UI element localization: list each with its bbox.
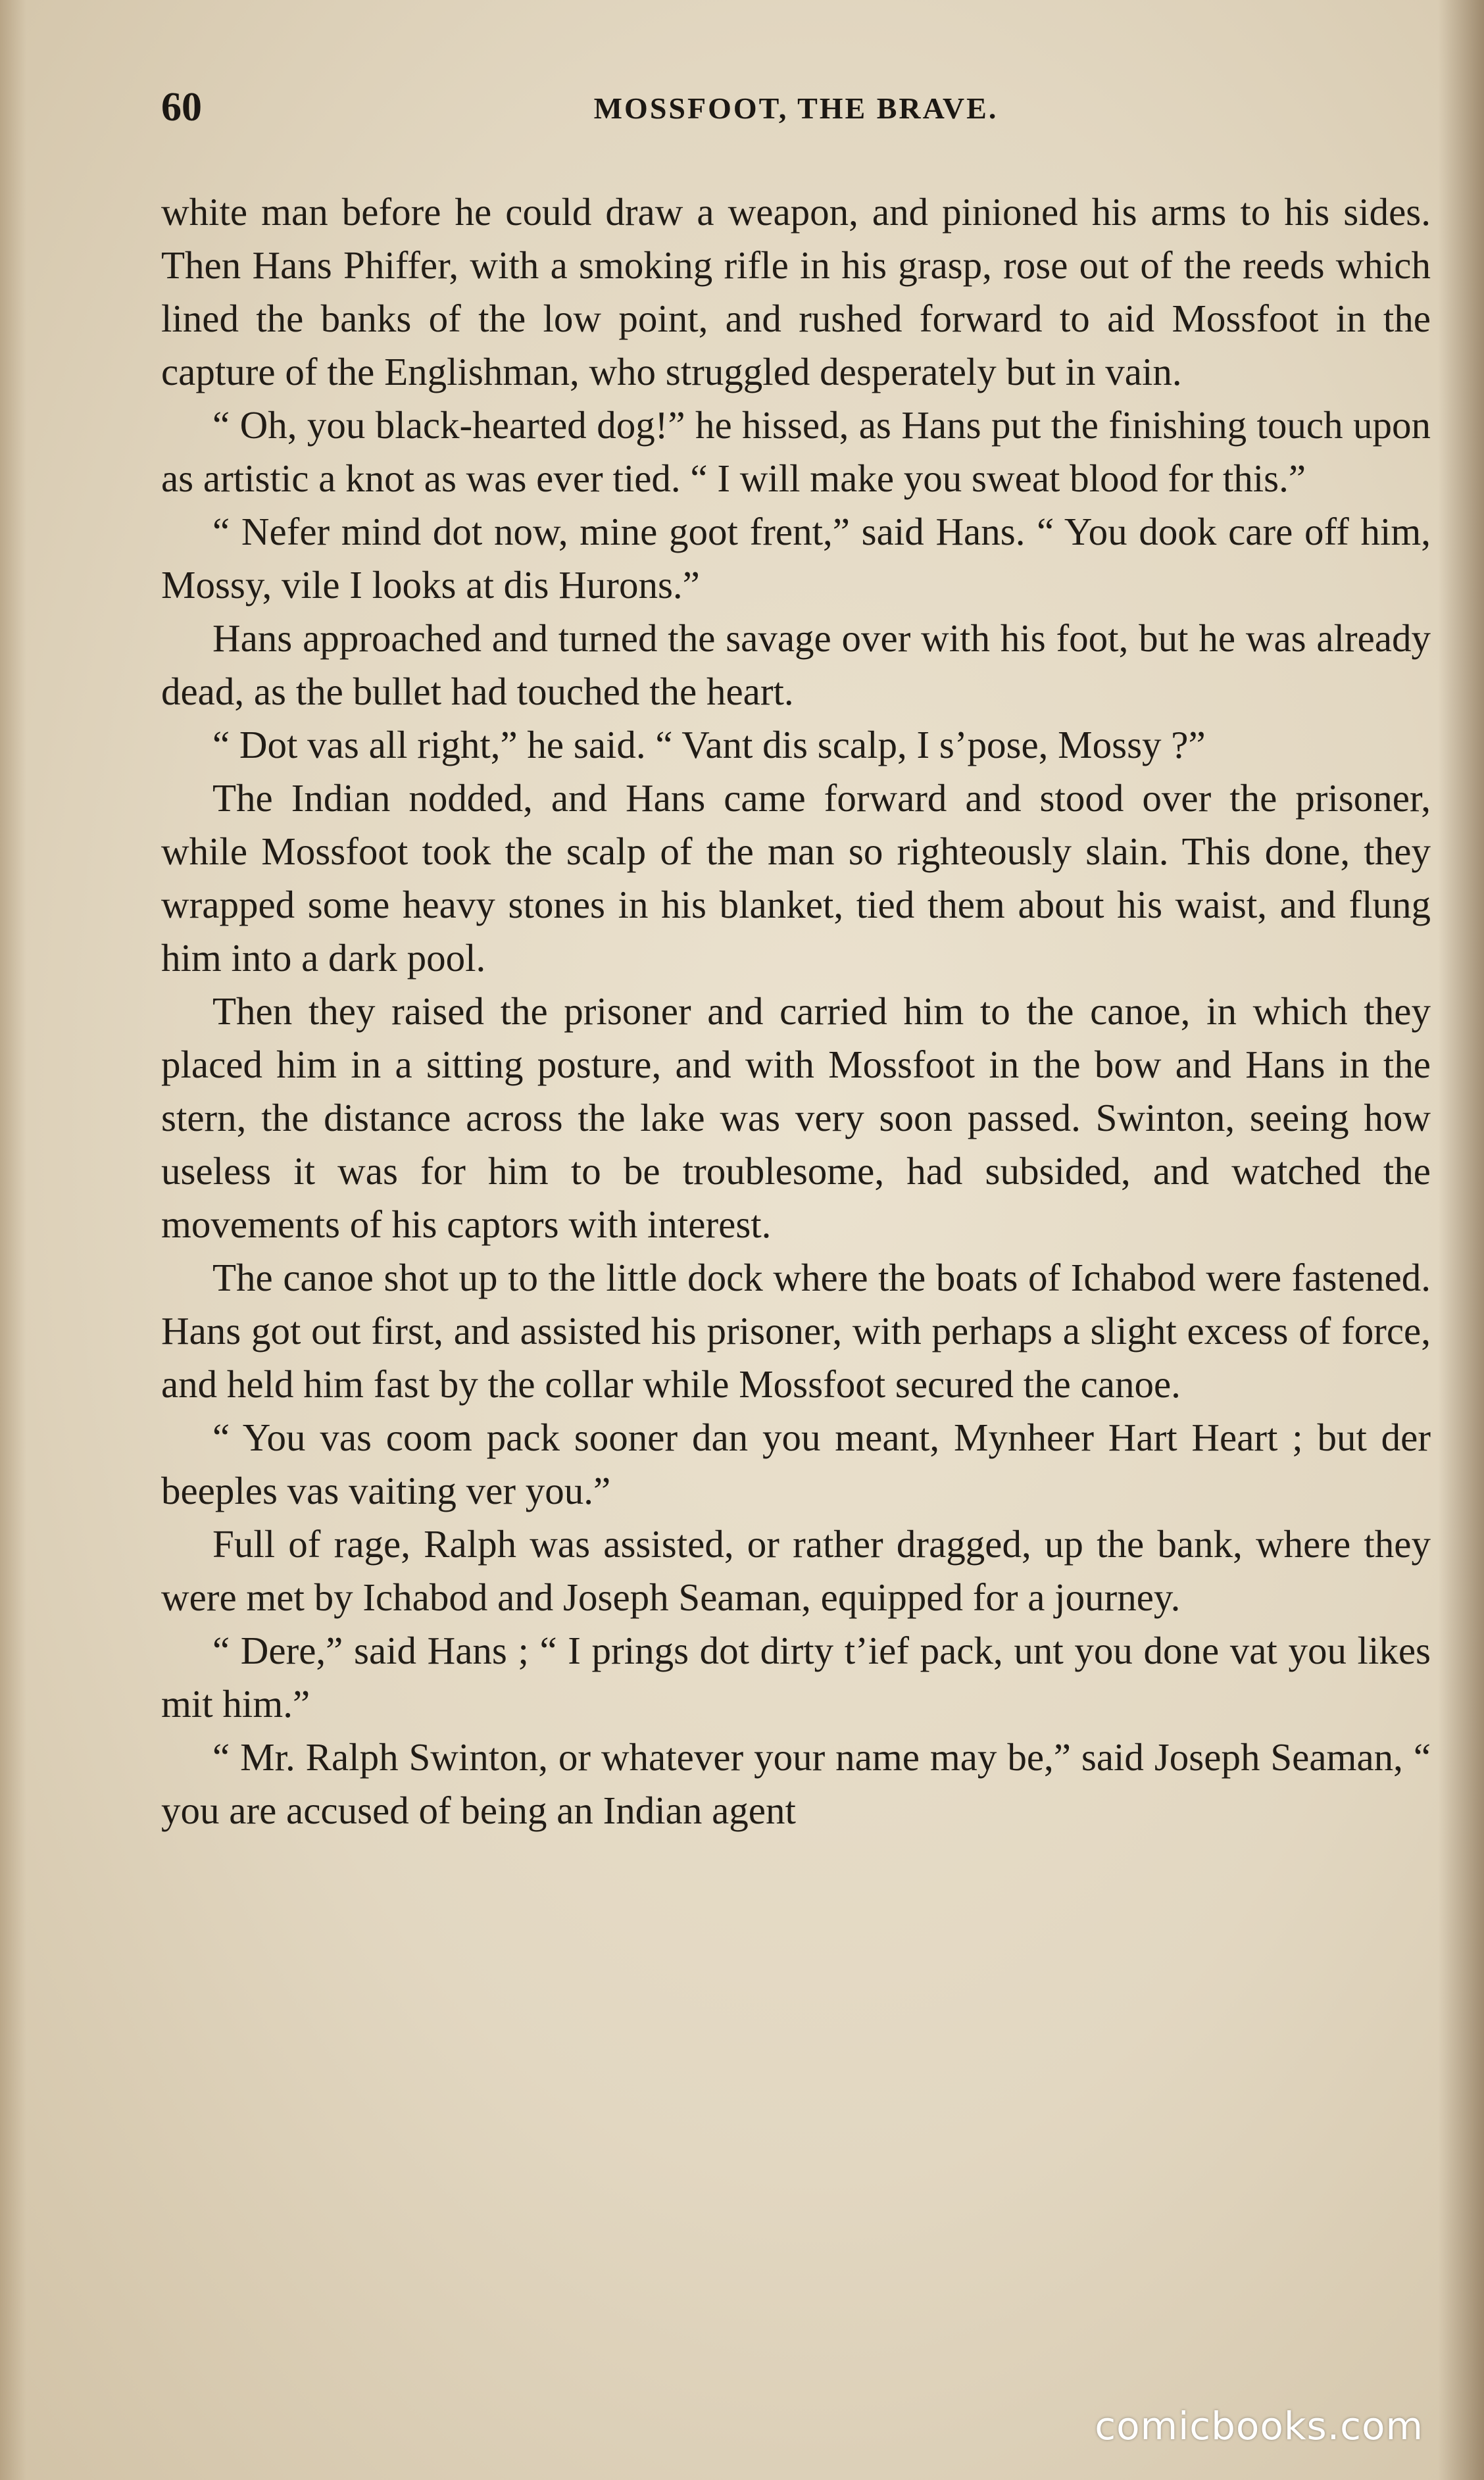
- spine-shadow: [1438, 0, 1484, 2480]
- paragraph: The Indian nodded, and Hans came forward and stood over the prisoner, while Mossfoot took the scalp of the man so righteously slain. This done, they wrapped some heavy stones in his blanket, tied them about his waist, and flung him into a dark pool.: [161, 776, 1431, 980]
- paragraph: white man before he could draw a weapon, and pinioned his arms to his sides. Then Hans Phiffer, with a smoking rifle in his grasp, rose out of the reeds which lined the banks of the low point, and rushed forward to aid Mossfoot in the capture of the Englishman, who struggled desperately but in vain.: [161, 190, 1431, 393]
- body-text: [161, 186, 1431, 1837]
- paragraph: “ Nefer mind dot now, mine goot frent,” said Hans. “ You dook care off him, Mossy, vile I looks at dis Hurons.”: [161, 510, 1431, 607]
- page-header: [161, 84, 1431, 137]
- paragraph: The canoe shot up to the little dock where the boats of Ichabod were fastened. Hans got out first, and assisted his prisoner, with perhaps a slight excess of force, and held him fast by the collar while Mossfoot secured the canoe.: [161, 1256, 1431, 1406]
- paragraph: “ Dot vas all right,” he said. “ Vant dis scalp, I s’pose, Mossy ?”: [212, 723, 1206, 766]
- paragraph: “ You vas coom pack sooner dan you meant, Mynheer Hart Heart ; but der beeples vas vaiting ver you.”: [161, 1416, 1431, 1512]
- page-edge-shading: [0, 0, 26, 2480]
- page-number: 60: [161, 85, 202, 130]
- paragraph: “ Mr. Ralph Swinton, or whatever your name may be,” said Joseph Seaman, “ you are accused of being an Indian agent: [161, 1735, 1431, 1832]
- paragraph: “ Dere,” said Hans ; “ I prings dot dirty t’ief pack, unt you done vat you likes mit him.”: [161, 1629, 1431, 1725]
- running-head: MOSSFOOT, THE BRAVE.: [593, 91, 999, 125]
- watermark: comicbooks.com: [1095, 2404, 1423, 2448]
- paragraph: Hans approached and turned the savage over with his foot, but he was already dead, as the bullet had touched the heart.: [161, 616, 1431, 713]
- paragraph: Full of rage, Ralph was assisted, or rather dragged, up the bank, where they were met by Ichabod and Joseph Seaman, equipped for a journey.: [161, 1522, 1431, 1619]
- paragraph: Then they raised the prisoner and carried him to the canoe, in which they placed him in a sitting posture, and with Mossfoot in the bow and Hans in the stern, the distance across the lake was very soon passed. Swinton, seeing how useless it was for him to be troublesome, had subsided, and watched the movements of his captors with interest.: [161, 989, 1431, 1246]
- paragraph: “ Oh, you black-hearted dog!” he hissed, as Hans put the finishing touch upon as artistic a knot as was ever tied. “ I will make you sweat blood for this.”: [161, 403, 1431, 500]
